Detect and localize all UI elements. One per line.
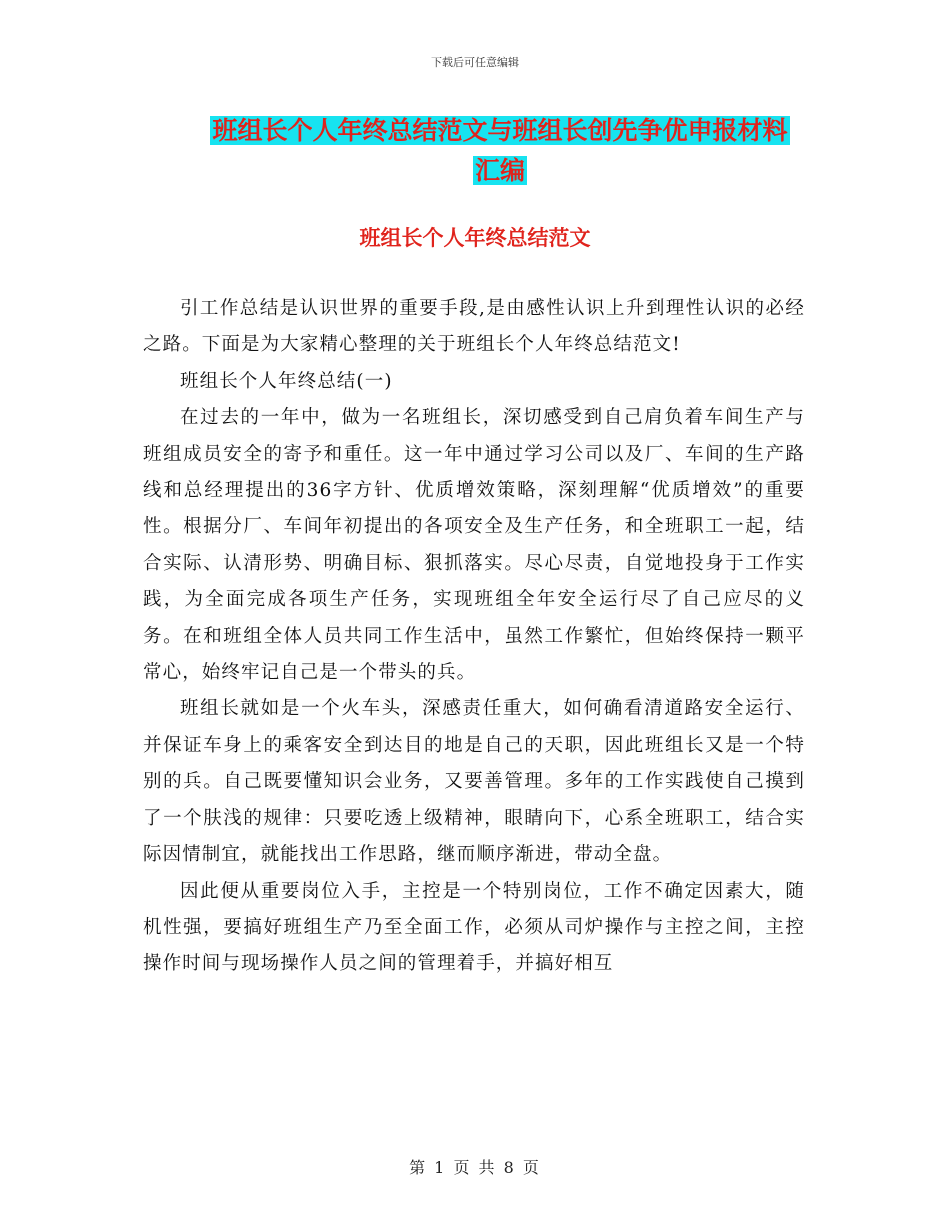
header-note: 下载后可任意编辑 <box>431 56 519 69</box>
section-title: 班组长个人年终总结范文 <box>359 225 591 250</box>
paragraph-subheading: 班组长个人年终总结(一) <box>180 370 393 392</box>
body-text <box>143 291 805 983</box>
page-footer: 第 1 页 共 8 页 <box>409 1158 541 1177</box>
paragraph: 因此便从重要岗位入手，主控是一个特别岗位，工作不确定因素大，随机性强，要搞好班组生产乃至全面工作，必须从司炉操作与主控之间，主控操作时间与现场操作人员之间的管理着手，并搞好相互 <box>143 880 805 975</box>
paragraph: 班组长就如是一个火车头，深感责任重大，如何确看清道路安全运行、并保证车身上的乘客安全到达目的地是自己的天职，因此班组长又是一个特别的兵。自己既要懂知识会业务，又要善管理。多年的工作实践使自己摸到了一个肤浅的规律：只要吃透上级精神，眼睛向下，心系全班职工，结合实际因情制宜，就能找出工作思路，继而顺序渐进，带动全盘。 <box>143 698 805 866</box>
document-title-line-2: 汇编 <box>474 156 525 185</box>
document-title-line-1: 班组长个人年终总结范文与班组长创先争优申报材料 <box>212 116 788 145</box>
paragraph-intro: 引工作总结是认识世界的重要手段,是由感性认识上升到理性认识的必经之路。下面是为大家精心整理的关于班组长个人年终总结范文! <box>143 298 805 356</box>
paragraph: 在过去的一年中，做为一名班组长，深切感受到自己肩负着车间生产与班组成员安全的寄予和重任。这一年中通过学习公司以及厂、车间的生产路线和总经理提出的36字方针、优质增效策略，深刻理解“优质增效”的重要性。根据分厂、车间年初提出的各项安全及生产任务，和全班职工一起，结合实际、认清形势、明确目标、狠抓落实。尽心尽责，自觉地投身于工作实践，为全面完成各项生产任务，实现班组全年安全运行尽了自己应尽的义务。在和班组全体人员共同工作生活中，虽然工作繁忙，但始终保持一颗平常心，始终牢记自己是一个带头的兵。 <box>143 407 805 684</box>
document-title <box>150 111 850 191</box>
